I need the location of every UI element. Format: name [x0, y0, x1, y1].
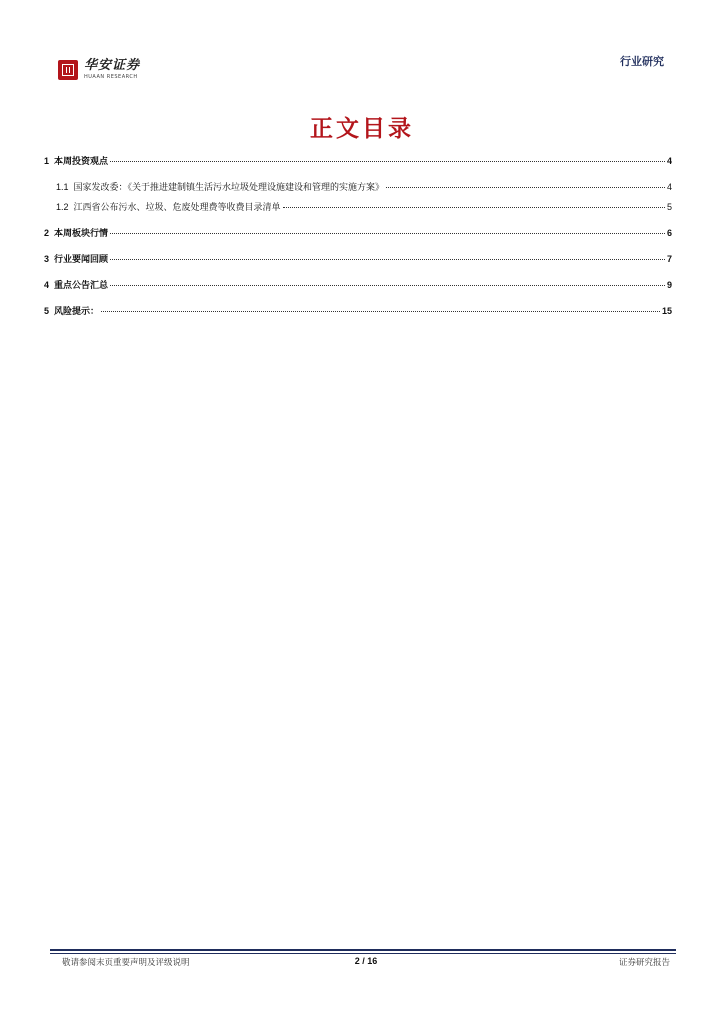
page-header [0, 0, 724, 100]
toc-entry-1-1[interactable] [44, 181, 672, 193]
report-section: 行业研究 [620, 55, 664, 68]
footer-divider [50, 949, 676, 951]
toc-leader [386, 187, 665, 188]
logo-english: HUAAN RESEARCH [84, 74, 138, 80]
page-number: 2 / 16 [354, 956, 378, 966]
toc-page-number: 5 [666, 202, 672, 212]
toc-title: 本周板块行情 [54, 229, 109, 239]
toc-title: 风险提示： [54, 307, 100, 317]
toc-number: 5 [44, 306, 50, 316]
toc-page-number: 15 [661, 306, 672, 316]
toc-number: 4 [44, 280, 50, 290]
toc-leader [101, 311, 660, 312]
toc-entry-1[interactable] [44, 155, 672, 167]
table-of-contents [44, 155, 672, 317]
toc-number: 2 [44, 228, 50, 238]
toc-page-number: 6 [666, 228, 672, 238]
toc-title: 本周投资观点 [54, 157, 109, 167]
footer-report-type: 证券研究报告 [618, 958, 670, 968]
logo-seal-icon [58, 60, 78, 80]
toc-leader [110, 285, 665, 286]
toc-page-number: 7 [666, 254, 672, 264]
toc-number: 1 [44, 156, 50, 166]
toc-number: 1.2 [56, 202, 69, 212]
toc-entry-2[interactable] [44, 227, 672, 239]
footer-divider-thin [50, 953, 676, 954]
toc-number: 3 [44, 254, 50, 264]
toc-number: 1.1 [56, 182, 69, 192]
toc-title: 重点公告汇总 [54, 281, 109, 291]
toc-entry-5[interactable] [44, 305, 672, 317]
toc-page-number: 4 [666, 182, 672, 192]
toc-leader [283, 207, 665, 208]
toc-title: 国家发改委：《关于推进建制镇生活污水垃圾处理设施建设和管理的实施方案》 [73, 183, 385, 193]
toc-entry-3[interactable] [44, 253, 672, 265]
company-logo [58, 58, 140, 84]
toc-entry-4[interactable] [44, 279, 672, 291]
page-title: 正文目录 [310, 115, 414, 142]
toc-title: 江西省公布污水、垃圾、危废处理费等收费目录清单 [73, 203, 281, 213]
toc-entry-1-2[interactable] [44, 201, 672, 213]
toc-leader [110, 259, 665, 260]
toc-page-number: 4 [666, 156, 672, 166]
toc-page-number: 9 [666, 280, 672, 290]
logo-name: 华安证券 [84, 58, 141, 73]
footer-disclaimer: 敬请参阅末页重要声明及评级说明 [62, 958, 190, 968]
page-footer [62, 956, 670, 968]
toc-leader [110, 233, 665, 234]
toc-leader [110, 161, 665, 162]
toc-title: 行业要闻回顾 [54, 255, 109, 265]
